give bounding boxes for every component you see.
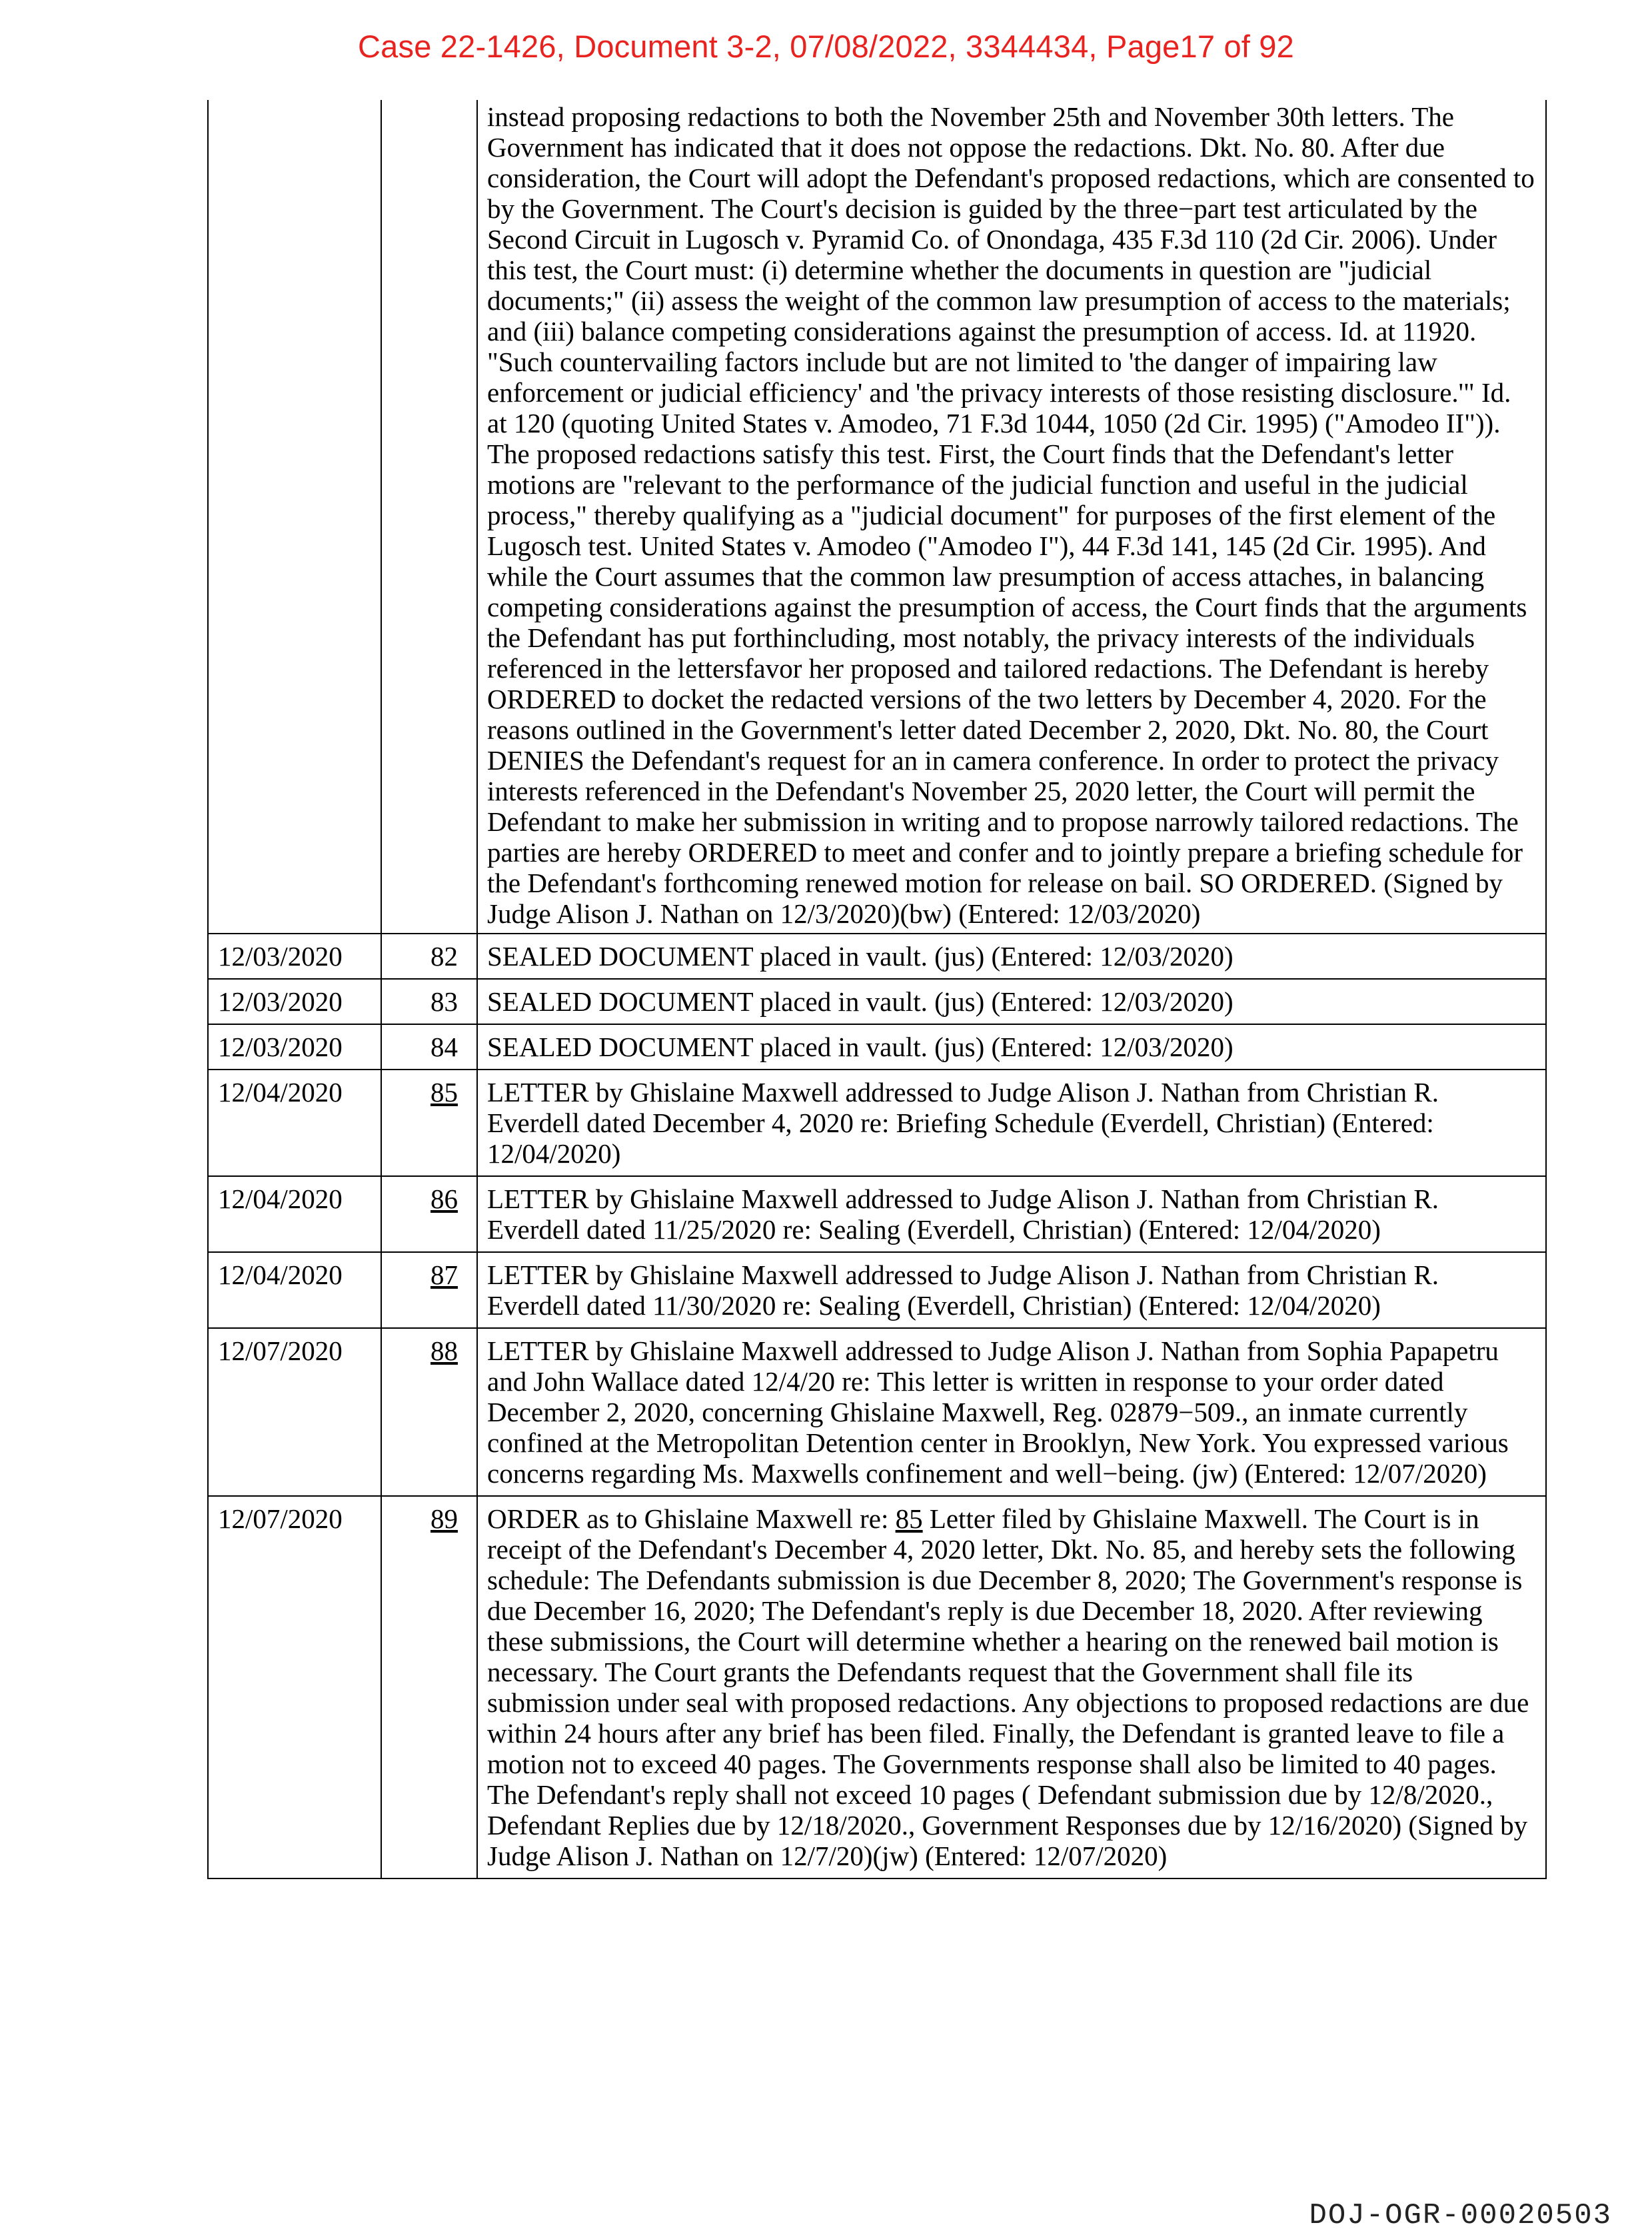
table-row: [208, 1070, 1546, 1176]
entry-number: 84: [381, 1024, 477, 1070]
entry-number-cell: [381, 1070, 477, 1176]
table-row: [208, 1252, 1546, 1328]
case-header: Case 22-1426, Document 3-2, 07/08/2022, 3344434, Page17 of 92: [358, 29, 1294, 64]
entry-text: LETTER by Ghislaine Maxwell addressed to Judge Alison J. Nathan from Christian R. Everdell dated December 4, 2020 re: Briefing Schedule (Everdell, Christian) (Entered: 12/04/2020): [477, 1070, 1546, 1176]
entry-date: 12/03/2020: [208, 1024, 381, 1070]
table-row: [208, 1176, 1546, 1252]
entry-text-prefix: ORDER as to Ghislaine Maxwell re:: [487, 1503, 896, 1534]
docket-table: [207, 100, 1547, 1879]
entry-text: SEALED DOCUMENT placed in vault. (jus) (Entered: 12/03/2020): [477, 979, 1546, 1024]
entry-number: [381, 100, 477, 934]
entry-date: 12/04/2020: [208, 1176, 381, 1252]
entry-date: 12/07/2020: [208, 1496, 381, 1878]
entry-text: SEALED DOCUMENT placed in vault. (jus) (Entered: 12/03/2020): [477, 1024, 1546, 1070]
entry-date: 12/04/2020: [208, 1252, 381, 1328]
table-row: [208, 1496, 1546, 1878]
entry-text-cell: [477, 1496, 1546, 1878]
entry-number-link[interactable]: 89: [430, 1503, 458, 1534]
docket-ref-link[interactable]: 85: [895, 1503, 923, 1534]
entry-text: LETTER by Ghislaine Maxwell addressed to Judge Alison J. Nathan from Christian R. Everdell dated 11/30/2020 re: Sealing (Everdell, Christian) (Entered: 12/04/2020): [477, 1252, 1546, 1328]
entry-text: SEALED DOCUMENT placed in vault. (jus) (Entered: 12/03/2020): [477, 934, 1546, 979]
table-row: [208, 934, 1546, 979]
entry-number-cell: [381, 1176, 477, 1252]
entry-number: 82: [381, 934, 477, 979]
entry-date: [208, 100, 381, 934]
entry-text-suffix: Letter filed by Ghislaine Maxwell. The Court is in receipt of the Defendant's December 4, 2020 letter, Dkt. No. 85, and hereby sets the following schedule: The Defendants submission is due December 8, 2020; The Government's response is due December 16, 2020; The Defendant's reply is due December 18, 2020. After reviewing these submissions, the Court will determine whether a hearing on the renewed bail motion is necessary. The Court grants the Defendants request that the Government shall file its submission under seal with proposed redactions. Any objections to proposed redactions are due within 24 hours after any brief has been filed. Finally, the Defendant is granted leave to file a motion not to exceed 40 pages. The Governments response shall also be limited to 40 pages. The Defendant's reply shall not exceed 10 pages ( Defendant submission due by 12/8/2020., Defendant Replies due by 12/18/2020., Government Responses due by 12/16/2020) (Signed by Judge Alison J. Nathan on 12/7/20)(jw) (Entered: 12/07/2020): [487, 1503, 1529, 1871]
entry-date: 12/07/2020: [208, 1328, 381, 1496]
entry-number-link[interactable]: 86: [430, 1183, 458, 1214]
entry-number-cell: [381, 1328, 477, 1496]
entry-number-cell: [381, 1496, 477, 1878]
entry-number-cell: [381, 1252, 477, 1328]
entry-date: 12/03/2020: [208, 934, 381, 979]
entry-text: LETTER by Ghislaine Maxwell addressed to Judge Alison J. Nathan from Sophia Papapetru and John Wallace dated 12/4/20 re: This letter is written in response to your order dated December 2, 2020, concerning Ghislaine Maxwell, Reg. 02879−509., an inmate currently confined at the Metropolitan Detention center in Brooklyn, New York. You expressed various concerns regarding Ms. Maxwells confinement and well−being. (jw) (Entered: 12/07/2020): [477, 1328, 1546, 1496]
entry-text: LETTER by Ghislaine Maxwell addressed to Judge Alison J. Nathan from Christian R. Everdell dated 11/25/2020 re: Sealing (Everdell, Christian) (Entered: 12/04/2020): [477, 1176, 1546, 1252]
entry-date: 12/03/2020: [208, 979, 381, 1024]
table-row: [208, 979, 1546, 1024]
entry-number-link[interactable]: 87: [430, 1259, 458, 1290]
table-row-continued: [208, 100, 1546, 934]
table-row: [208, 1328, 1546, 1496]
bates-number: DOJ-OGR-00020503: [1309, 2199, 1612, 2232]
entry-number-link[interactable]: 85: [430, 1077, 458, 1108]
entry-text: instead proposing redactions to both the November 25th and November 30th letters. The Government has indicated that it does not oppose the redactions. Dkt. No. 80. After due consideration, the Court will adopt the Defendant's proposed redactions, which are consented to by the Government. The Court's decision is guided by the three−part test articulated by the Second Circuit in Lugosch v. Pyramid Co. of Onondaga, 435 F.3d 110 (2d Cir. 2006). Under this test, the Court must: (i) determine whether the documents in question are "judicial documents;" (ii) assess the weight of the common law presumption of access to the materials; and (iii) balance competing considerations against the presumption of access. Id. at 11920. "Such countervailing factors include but are not limited to 'the danger of impairing law enforcement or judicial efficiency' and 'the privacy interests of those resisting disclosure.'" Id. at 120 (quoting United States v. Amodeo, 71 F.3d 1044, 1050 (2d Cir. 1995) ("Amodeo II")). The proposed redactions satisfy this test. First, the Court finds that the Defendant's letter motions are "relevant to the performance of the judicial function and useful in the judicial process," thereby qualifying as a "judicial document" for purposes of the first element of the Lugosch test. United States v. Amodeo ("Amodeo I"), 44 F.3d 141, 145 (2d Cir. 1995). And while the Court assumes that the common law presumption of access attaches, in balancing competing considerations against the presumption of access, the Court finds that the arguments the Defendant has put forthincluding, most notably, the privacy interests of the individuals referenced in the lettersfavor her proposed and tailored redactions. The Defendant is hereby ORDERED to docket the redacted versions of the two letters by December 4, 2020. For the reasons outlined in the Government's letter dated December 2, 2020, Dkt. No. 80, the Court DENIES the Defendant's request for an in camera conference. In order to protect the privacy interests referenced in the Defendant's November 25, 2020 letter, the Court will permit the Defendant to make her submission in writing and to propose narrowly tailored redactions. The parties are hereby ORDERED to meet and confer and to jointly prepare a briefing schedule for the Defendant's forthcoming renewed motion for release on bail. SO ORDERED. (Signed by Judge Alison J. Nathan on 12/3/2020)(bw) (Entered: 12/03/2020): [477, 100, 1546, 934]
table-row: [208, 1024, 1546, 1070]
entry-date: 12/04/2020: [208, 1070, 381, 1176]
entry-number-link[interactable]: 88: [430, 1335, 458, 1366]
entry-number: 83: [381, 979, 477, 1024]
